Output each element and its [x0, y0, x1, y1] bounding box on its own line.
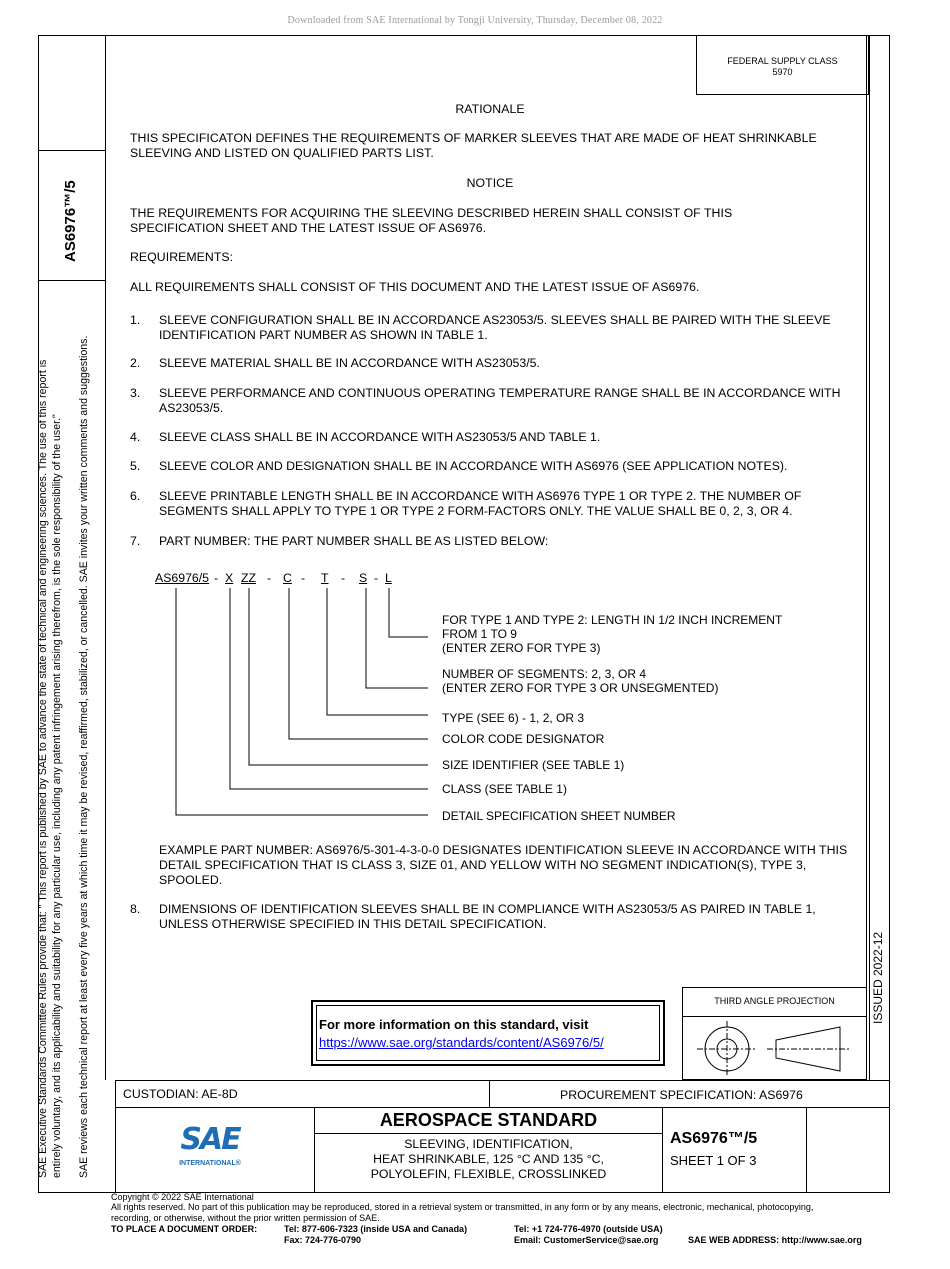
legend-color: COLOR CODE DESIGNATOR	[442, 732, 605, 746]
item-text: SLEEVE MATERIAL SHALL BE IN ACCORDANCE WITH AS23053/5.	[159, 356, 540, 370]
side-notice-line1: SAE Executive Standards Committee Rules provide that: " This report is published by SAE to advance the state of technical and engineering sciences. The use of this report is	[37, 359, 49, 1178]
sae-logo-subtext: INTERNATIONAL®	[179, 1160, 241, 1167]
footer-rights-2: recording, or otherwise, without the prior written permission of SAE.	[111, 1213, 380, 1223]
item-number: 1.	[130, 313, 141, 327]
pn-segments: S	[359, 571, 368, 585]
projection-label: THIRD ANGLE PROJECTION	[714, 996, 835, 1006]
leader-type	[327, 588, 428, 715]
custodian: CUSTODIAN: AE-8D	[123, 1087, 238, 1101]
legend-segments-1: NUMBER OF SEGMENTS: 2, 3, OR 4	[442, 667, 647, 681]
footer-fax: Fax: 724-776-0790	[284, 1235, 362, 1245]
title-block-top	[115, 1080, 890, 1081]
footer-rights-1: All rights reserved. No part of this publication may be reproduced, stored in a retrieval system or transmitted, in any form or by any means, electronic, mechanical, photocopying,	[111, 1202, 814, 1212]
legend-length-2: FROM 1 TO 9	[442, 627, 517, 641]
projection-symbol	[682, 1016, 867, 1080]
legend-length-1: FOR TYPE 1 AND TYPE 2: LENGTH IN 1/2 INCH INCREMENT	[442, 613, 783, 627]
footer-email[interactable]: Email: CustomerService@sae.org	[514, 1235, 659, 1245]
pn-color: C	[283, 571, 292, 585]
legend-type: TYPE (SEE 6) - 1, 2, OR 3	[442, 711, 585, 725]
item-text: SLEEVE PRINTABLE LENGTH SHALL BE IN ACCORDANCE WITH AS6976 TYPE 1 OR TYPE 2. THE NUMBER OF SEGMENTS SHALL APPLY TO TYPE 1 OR TYPE 2 FORM-FACTORS ONLY. THE VALUE SHALL BE 0, 2, 3, OR 4.	[159, 489, 802, 518]
requirements-intro: ALL REQUIREMENTS SHALL CONSIST OF THIS DOCUMENT AND THE LATEST ISSUE OF AS6976.	[130, 280, 700, 294]
info-box-link[interactable]: https://www.sae.org/standards/content/AS6976/5/	[319, 1035, 604, 1050]
item-number: 7.	[130, 534, 141, 548]
pn-dash: -	[341, 571, 346, 585]
download-watermark: Downloaded from SAE International by Tongji University, Thursday, December 08, 2022	[287, 15, 663, 26]
legend-class: CLASS (SEE TABLE 1)	[442, 782, 567, 796]
rationale-text: THIS SPECIFICATON DEFINES THE REQUIREMENTS OF MARKER SLEEVES THAT ARE MADE OF HEAT SHRINKABLE SLEEVING AND LISTED ON QUALIFIED PARTS LIST.	[130, 131, 817, 160]
footer-tel-us: Tel: 877-606-7323 (inside USA and Canada)	[284, 1224, 468, 1234]
notice-text: THE REQUIREMENTS FOR ACQUIRING THE SLEEVING DESCRIBED HEREIN SHALL CONSIST OF THIS SPECIFICATION SHEET AND THE LATEST ISSUE OF AS6976.	[130, 206, 733, 235]
pn-size: ZZ	[241, 571, 257, 585]
pn-base: AS6976/5	[155, 571, 210, 585]
leader-size	[249, 588, 428, 765]
item-number: 6.	[130, 489, 141, 503]
legend-length-3: (ENTER ZERO FOR TYPE 3)	[442, 641, 601, 655]
title-row-divider	[115, 1107, 890, 1108]
title-block-left	[115, 1080, 116, 1193]
title-doc-number: AS6976™/5	[670, 1130, 758, 1147]
title-desc-3: POLYOLEFIN, FLEXIBLE, CROSSLINKED	[370, 1167, 607, 1181]
item-text: SLEEVE CONFIGURATION SHALL BE IN ACCORDANCE AS23053/5. SLEEVES SHALL BE PAIRED WITH THE SLEEVE IDENTIFICATION PART NUMBER AS SHOWN IN TABLE 1.	[159, 313, 831, 342]
pn-dash: -	[374, 571, 379, 585]
pn-class: X	[225, 571, 234, 585]
title-desc-2: HEAT SHRINKABLE, 125 °C AND 135 °C,	[373, 1152, 604, 1166]
item-number: 5.	[130, 459, 141, 473]
item-text: SLEEVE PERFORMANCE AND CONTINUOUS OPERATING TEMPERATURE RANGE SHALL BE IN ACCORDANCE WITH AS23053/5.	[159, 386, 841, 415]
item-text: SLEEVE COLOR AND DESIGNATION SHALL BE IN ACCORDANCE WITH AS6976 (SEE APPLICATION NOTES).	[159, 459, 788, 473]
leader-detail	[176, 588, 428, 815]
side-notice-line2: entirely voluntary, and its applicability and suitability for any particular use, including any patent infringement arising therefrom, is the sole responsibility of the user."	[51, 414, 63, 1178]
leader-segments	[366, 588, 428, 688]
standard-underline	[314, 1133, 663, 1134]
info-box	[311, 1000, 665, 1066]
example-part-number: EXAMPLE PART NUMBER: AS6976/5-301-4-3-0-0 DESIGNATES IDENTIFICATION SLEEVE IN ACCORDANCE WITH THIS DETAIL SPECIFICATION THAT IS CLASS 3, SIZE 01, AND YELLOW WITH NO SEGMENT INDICATION(S), TYPE 3, SPOOLED.	[159, 843, 848, 887]
pn-length: L	[385, 571, 392, 585]
item-number: 2.	[130, 356, 141, 370]
procurement-spec: PROCUREMENT SPECIFICATION: AS6976	[560, 1088, 803, 1102]
issued-date: ISSUED 2022-12	[871, 931, 885, 1024]
pn-dash: -	[301, 571, 306, 585]
custodian-divider	[489, 1080, 490, 1107]
requirements-heading: REQUIREMENTS:	[130, 250, 234, 264]
sae-logo	[172, 1122, 252, 1174]
sheet-number: SHEET 1 OF 3	[670, 1153, 757, 1168]
legend-detail: DETAIL SPECIFICATION SHEET NUMBER	[442, 809, 676, 823]
item-number: 3.	[130, 386, 141, 400]
federal-supply-label: FEDERAL SUPPLY CLASS	[727, 56, 838, 66]
pn-dash: -	[267, 571, 272, 585]
item-number: 4.	[130, 430, 141, 444]
footer-web[interactable]: SAE WEB ADDRESS: http://www.sae.org	[688, 1235, 862, 1245]
legend-size: SIZE IDENTIFIER (SEE TABLE 1)	[442, 758, 625, 772]
leader-color	[289, 588, 428, 739]
federal-supply-value: 5970	[772, 67, 793, 77]
item-text: SLEEVE CLASS SHALL BE IN ACCORDANCE WITH AS23053/5 AND TABLE 1.	[159, 430, 601, 444]
title-desc-1: SLEEVING, IDENTIFICATION,	[404, 1137, 573, 1151]
aerospace-standard-title: AEROSPACE STANDARD	[379, 1110, 598, 1130]
footer-copyright: Copyright © 2022 SAE International	[111, 1192, 254, 1202]
info-box-heading: For more information on this standard, visit	[319, 1017, 589, 1032]
side-doc-number: AS6976™/5	[62, 180, 79, 262]
footer-order-label: TO PLACE A DOCUMENT ORDER:	[111, 1224, 258, 1234]
sae-logo-text: SAE	[180, 1122, 240, 1157]
item-text: PART NUMBER: THE PART NUMBER SHALL BE AS LISTED BELOW:	[159, 534, 549, 548]
pn-type: T	[321, 571, 329, 585]
item-number: 8.	[130, 902, 141, 916]
legend-segments-2: (ENTER ZERO FOR TYPE 3 OR UNSEGMENTED)	[442, 681, 719, 695]
item-text: DIMENSIONS OF IDENTIFICATION SLEEVES SHALL BE IN COMPLIANCE WITH AS23053/5 AS PAIRED IN TABLE 1, UNLESS OTHERWISE SPECIFIED IN THIS DETAIL SPECIFICATION.	[159, 902, 816, 931]
notice-heading: NOTICE	[466, 176, 514, 190]
rationale-heading: RATIONALE	[455, 102, 525, 116]
docnum-divider	[806, 1107, 807, 1193]
footer-tel-intl: Tel: +1 724-776-4970 (outside USA)	[514, 1224, 663, 1234]
leader-length	[389, 588, 428, 637]
side-notice-line3: SAE reviews each technical report at least every five years at which time it may be revised, reaffirmed, stabilized, or cancelled. SAE invites your written comments and suggestions.	[78, 335, 90, 1178]
pn-dash: -	[214, 571, 219, 585]
